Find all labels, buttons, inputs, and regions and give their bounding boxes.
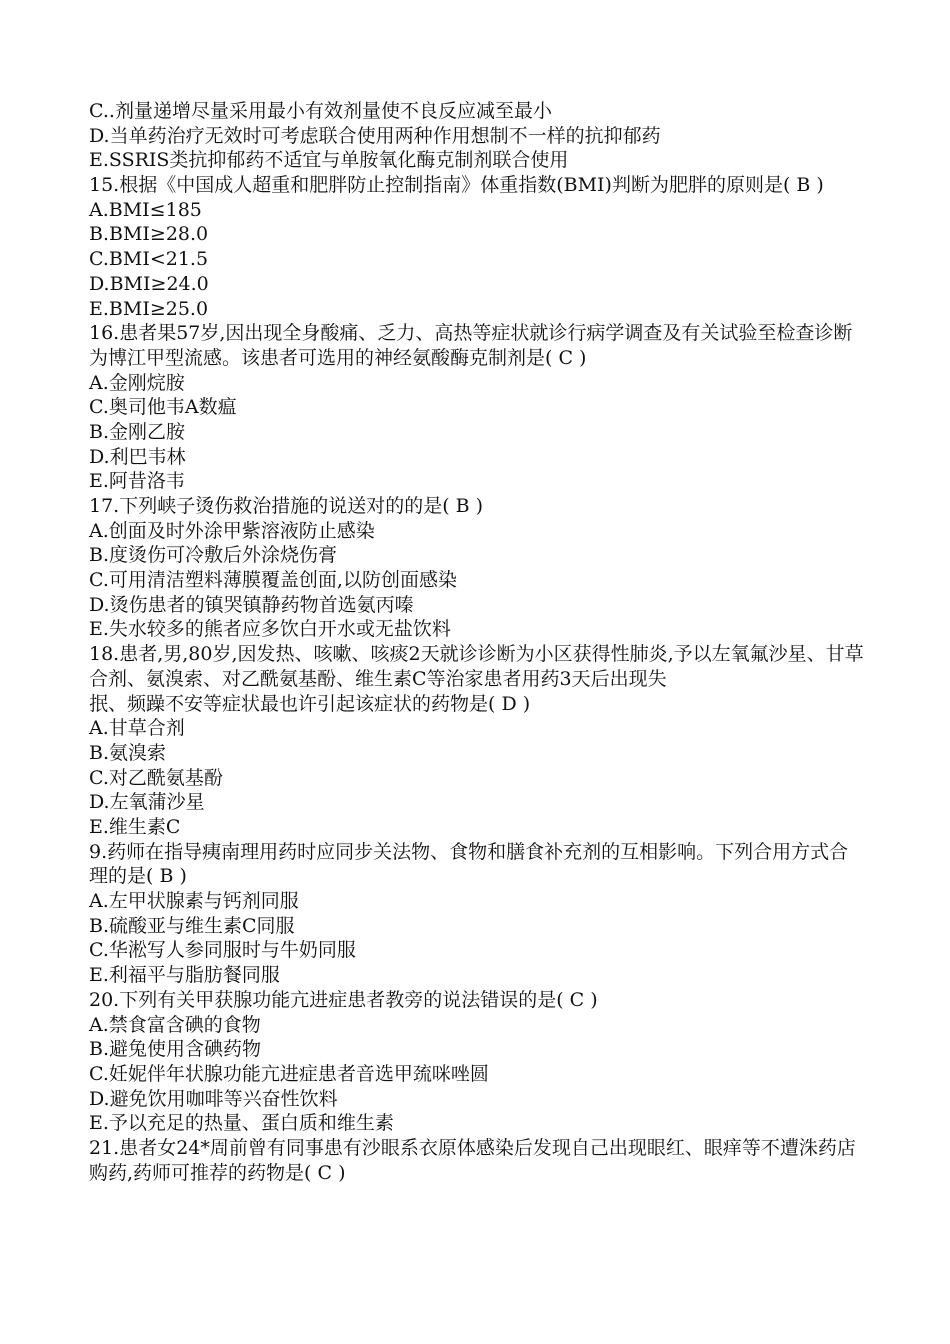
question-15: 15.根据《中国成人超重和肥胖防止控制指南》体重指数(BMI)判断为肥胖的原则是( B ) <box>89 174 824 197</box>
option-line: A.BMI≤185 <box>89 198 202 221</box>
option-line: D.避免饮用咖啡等兴奋性饮料 <box>89 1087 338 1110</box>
option-line: C.华淞写人参同服时与牛奶同服 <box>89 939 356 962</box>
option-line: E.维生素C <box>89 816 181 839</box>
option-line: B.避兔使用含碘药物 <box>89 1038 262 1061</box>
text-line: D.当单药治疗无效时可考虑联合使用两种作用想制不一样的抗抑郁药 <box>89 124 661 147</box>
question-18-continued: 抿、频躁不安等症状最也许引起该症状的药物是( D ) <box>89 692 531 715</box>
option-line: A.甘草合剂 <box>89 717 185 740</box>
option-line: B.度烫伤可冷敷后外涂烧伤膏 <box>89 544 338 567</box>
option-line: E.失水较多的熊者应多饮白开水或无盐饮料 <box>89 618 451 641</box>
question-18: 18.患者,男,80岁,因发热、咳嗽、咳痰2天就诊诊断为小区获得性肺炎,予以左氧氟沙星、甘草合剂、氨溴索、对乙酰氨基酚、维生素C等治家患者用药3天后出现失 <box>89 643 864 690</box>
question-16: 16.患者果57岁,因出现全身酸痛、乏力、高热等症状就诊行病学调查及有关试验至检查诊断为博江甲型流感。该患者可选用的神经氨酸酶克制剂是( C ) <box>89 322 853 369</box>
option-line: D.左氧蒲沙星 <box>89 791 205 814</box>
option-line: C.BMI<21.5 <box>89 248 209 271</box>
option-line: B.金刚乙胺 <box>89 420 186 443</box>
question-21: 21.患者女24*周前曾有同事患有沙眼系衣原体感染后发现自己出现眼红、眼痒等不遭洙药店购药,药师可推荐的药物是( C ) <box>89 1136 856 1184</box>
option-line: C.妊妮伴年状腺功能亢进症患者音选甲巯咪唑圆 <box>89 1062 489 1085</box>
option-line: E.BMI≥25.0 <box>89 297 209 320</box>
option-line: E.阿昔洛韦 <box>89 470 185 493</box>
text-line: C..剂量递增尽量采用最小有效剂量使不良反应减至最小 <box>89 100 552 122</box>
option-line: B.BMI≥28.0 <box>89 223 209 246</box>
question-19: 9.药师在指导痍南理用药时应同步关法物、食物和膳食补充剂的互相影响。下列合用方式合理的是( B ) <box>89 840 849 888</box>
option-line: A.金刚烷胺 <box>89 371 185 394</box>
option-line: B.氨溴索 <box>89 741 167 764</box>
option-line: C.奥司他韦A数瘟 <box>89 396 237 419</box>
document-body <box>89 99 864 1185</box>
option-line: C.可用清洁塑料薄膜覆盖创面,以防创面感染 <box>89 569 457 592</box>
text-line: E.SSRIS类抗抑郁药不适宜与单胺氧化酶克制剂联合使用 <box>89 149 569 172</box>
option-line: C.对乙酰氨基酚 <box>89 766 223 789</box>
option-line: E.予以充足的热量、蛋白质和维生素 <box>89 1112 394 1135</box>
option-line: D.烫伤患者的镇哭镇静药物首选氨丙嗪 <box>89 593 414 616</box>
option-line: D.BMI≥24.0 <box>89 272 209 295</box>
option-line: A.左甲状腺素与钙剂同服 <box>89 890 299 913</box>
question-20: 20.下列有关甲获腺功能亢进症患者教旁的说法错误的是( C ) <box>89 988 598 1011</box>
question-17: 17.下列峡子烫伤救治措施的说送对的的是( B ) <box>89 495 484 518</box>
option-line: B.硫酸亚与维生素C同服 <box>89 914 295 937</box>
option-line: E.利福平与脂肪餐同服 <box>89 964 280 987</box>
option-line: D.利巴韦林 <box>89 445 186 468</box>
option-line: A.禁食富含碘的食物 <box>89 1013 261 1036</box>
option-line: A.创面及时外涂甲紫溶液防止感染 <box>89 519 375 542</box>
